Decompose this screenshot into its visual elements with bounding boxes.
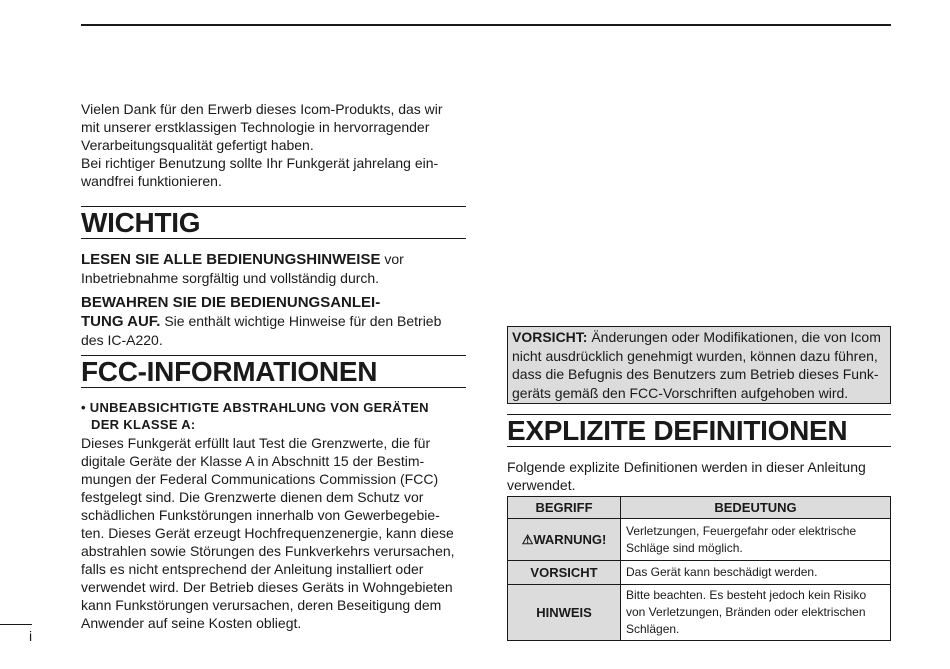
definitions-intro: Folgende explizite Definitionen werden in dieser Anleitung (507, 459, 866, 475)
wichtig-item-2-text: Sie enthält wichtige Hinweise für den Betrieb (160, 313, 442, 329)
term-vorsicht: VORSICHT (508, 561, 621, 585)
term-label: WARNUNG! (533, 531, 607, 547)
warning-triangle-icon: ⚠ (521, 531, 534, 547)
right-column (507, 326, 891, 641)
meaning-line: Verletzungen, Feuergefahr oder elektrische (626, 523, 857, 538)
meaning-line: Schläge sind möglich. (626, 540, 743, 555)
top-rule (81, 24, 891, 26)
page-number-rule (0, 624, 32, 625)
fcc-line: schädlichen Funkstörungen innerhalb von Gewerbegebie- (81, 507, 440, 523)
definitions-table (507, 496, 891, 641)
fcc-line: Anwender auf seine Kosten obliegt. (81, 615, 302, 631)
table-row (508, 561, 891, 585)
table-row (508, 519, 891, 561)
vorsicht-text: Änderungen oder Modifikationen, die von Icom (587, 329, 881, 345)
heading-wichtig: WICHTIG (81, 206, 466, 239)
term-warnung (508, 519, 621, 561)
fcc-bullet-heading-cont: DER KLASSE A: (91, 417, 196, 432)
fcc-line: verwendet wird. Der Betrieb dieses Geräts in Wohngebieten (81, 579, 453, 595)
heading-fcc: FCC-INFORMATIONEN (81, 355, 466, 388)
fcc-bullet-heading: • UNBEABSICHTIGTE ABSTRAHLUNG VON GERÄTEN (81, 400, 429, 415)
fcc-line: ten. Dieses Gerät erzeugt Hochfrequenzenergie, kann diese (81, 525, 454, 541)
wichtig-item-2-bold: BEWAHREN SIE DIE BEDIENUNGSANLEI- (81, 294, 381, 311)
wichtig-item-2 (81, 312, 466, 331)
definitions-intro-cont: verwendet. (507, 477, 576, 493)
vorsicht-notice-box (507, 326, 891, 404)
table-row (508, 585, 891, 641)
page-number: i (29, 628, 33, 644)
wichtig-item-1-cont: Inbetriebnahme sorgfältig und vollständig durch. (81, 270, 380, 286)
meaning-line: von Verletzungen, Bränden oder elektrischen (626, 605, 866, 619)
meaning-warnung (621, 519, 891, 561)
vorsicht-label: VORSICHT: (512, 329, 588, 345)
fcc-line: kann Funkstörungen verursachen, deren Beseitigung dem (81, 597, 442, 613)
heading-definitions: EXPLIZITE DEFINITIONEN (507, 414, 891, 447)
fcc-line: falls es nicht entsprechend der Anleitung installiert oder (81, 561, 424, 577)
left-column (81, 100, 466, 632)
vorsicht-line (512, 328, 886, 347)
fcc-body (81, 434, 466, 632)
wichtig-item-2-cont: des IC-A220. (81, 332, 163, 348)
intro-line: wandfrei funktionieren. (81, 173, 222, 189)
intro-line: mit unserer erstklassigen Technologie in hervorragender (81, 119, 430, 135)
meaning-line: Schlägen. (626, 622, 680, 636)
wichtig-item-1-text: vor (380, 251, 404, 267)
col-header-meaning: BEDEUTUNG (621, 497, 891, 519)
meaning-vorsicht: Das Gerät kann beschädigt werden. (621, 561, 891, 585)
intro-line: Verarbeitungsqualität gefertigt haben. (81, 137, 314, 153)
col-header-term: BEGRIFF (508, 497, 621, 519)
fcc-line: abstrahlen sowie Störungen des Funkverkehrs verursachen, (81, 543, 455, 559)
meaning-line: Bitte beachten. Es besteht jedoch kein Risiko (626, 588, 867, 602)
vorsicht-line: dass die Befugnis des Benutzers zum Betrieb dieses Funk- (512, 366, 879, 382)
fcc-line: digitale Geräte der Klasse A in Abschnitt 15 der Bestim- (81, 453, 425, 469)
table-header-row (508, 497, 891, 519)
fcc-line: festgelegt sind. Die Grenzwerte dienen dem Schutz vor (81, 489, 424, 505)
term-hinweis: HINWEIS (508, 585, 621, 641)
intro-paragraph (81, 100, 466, 190)
fcc-line: mungen der Federal Communications Commission (FCC) (81, 471, 439, 487)
wichtig-item-1-bold: LESEN SIE ALLE BEDIENUNGSHINWEISE (81, 251, 381, 268)
intro-line: Vielen Dank für den Erwerb dieses Icom-Produkts, das wir (81, 101, 443, 117)
meaning-hinweis (621, 585, 891, 641)
wichtig-item-2-bold-cont: TUNG AUF. (81, 313, 161, 330)
vorsicht-line: geräts gemäß den FCC-Vorschriften aufgehoben wird. (512, 384, 849, 401)
wichtig-item-1 (81, 250, 466, 269)
intro-line: Bei richtiger Benutzung sollte Ihr Funkgerät jahrelang ein- (81, 155, 439, 171)
vorsicht-line: nicht ausdrücklich genehmigt wurden, können dazu führen, (512, 347, 878, 364)
fcc-line: Dieses Funkgerät erfüllt laut Test die Grenzwerte, die für (81, 435, 431, 451)
